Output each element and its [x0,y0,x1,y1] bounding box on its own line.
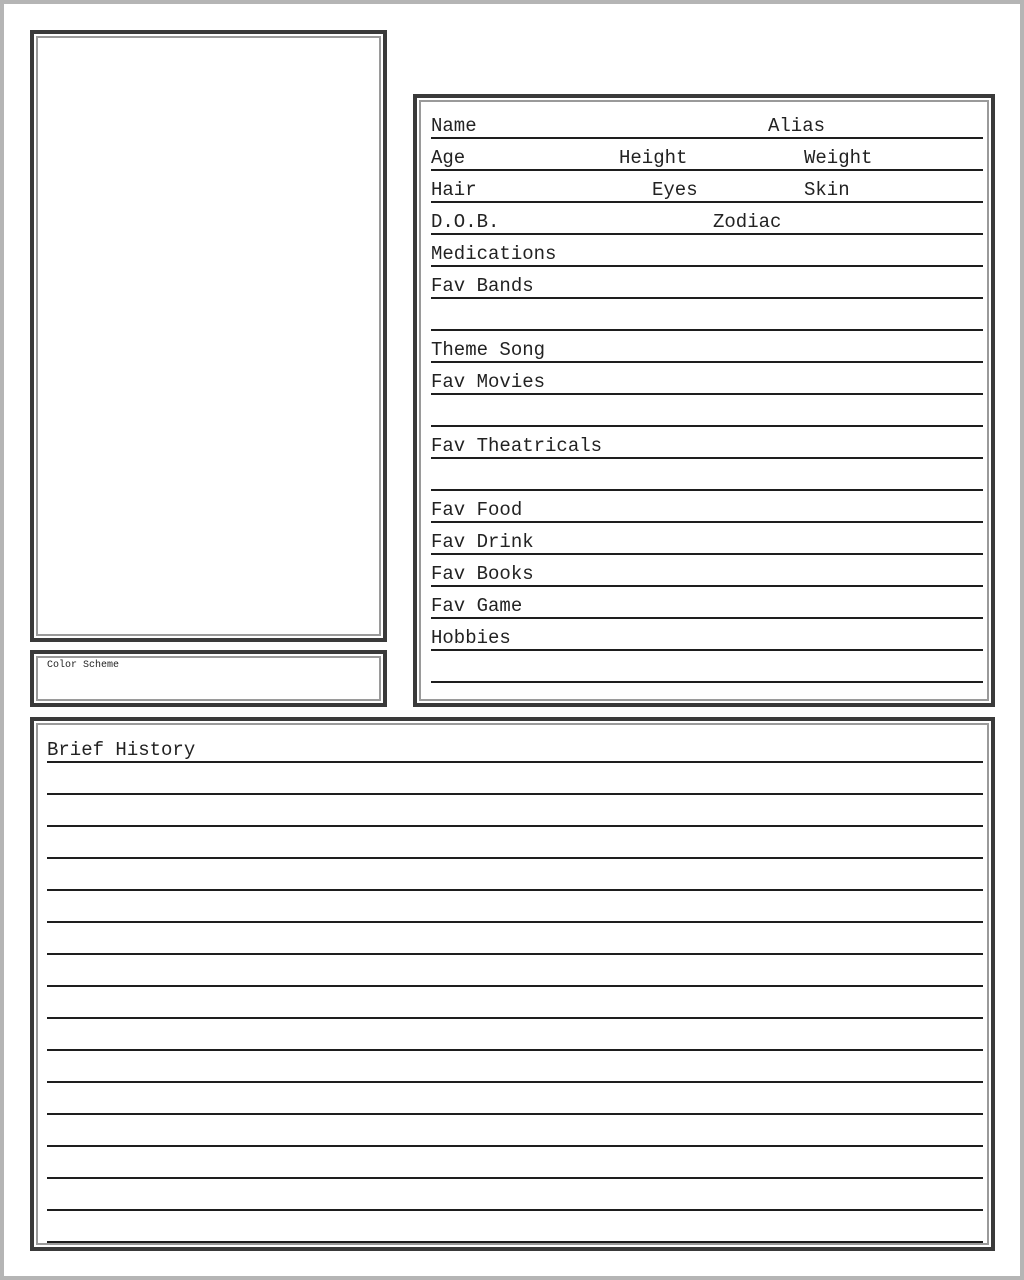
field-label-fav-game: Fav Game [431,595,523,617]
color-scheme-box[interactable] [30,650,387,707]
info-row-fav-drink[interactable] [431,523,983,555]
field-label-height: Height [619,147,688,169]
history-line[interactable] [47,955,983,987]
history-line[interactable] [47,1179,983,1211]
info-row-blank[interactable] [431,299,983,331]
field-label-fav-drink: Fav Drink [431,531,534,553]
info-row-fav-bands[interactable] [431,267,983,299]
field-label-fav-bands: Fav Bands [431,275,534,297]
history-line[interactable] [47,1051,983,1083]
info-row-blank[interactable] [431,395,983,427]
field-label-medications: Medications [431,243,557,265]
info-row-blank[interactable] [431,651,983,683]
field-label-skin: Skin [804,179,850,201]
field-label-fav-books: Fav Books [431,563,534,585]
info-row-dob-zodiac[interactable] [431,203,983,235]
info-row-hair-eyes-skin[interactable] [431,171,983,203]
field-label-weight: Weight [804,147,873,169]
field-label-zodiac: Zodiac [713,211,782,233]
field-label-alias: Alias [768,115,826,137]
color-scheme-label: Color Scheme [47,660,120,671]
info-row-medications[interactable] [431,235,983,267]
info-row-hobbies[interactable] [431,619,983,651]
history-line[interactable] [47,1147,983,1179]
info-row-fav-movies[interactable] [431,363,983,395]
info-row-theme-song[interactable] [431,331,983,363]
history-line[interactable] [47,1083,983,1115]
field-label-eyes: Eyes [652,179,698,201]
character-image-box[interactable] [30,30,387,642]
field-label-hobbies: Hobbies [431,627,511,649]
field-label-age: Age [431,147,466,169]
field-label-fav-food: Fav Food [431,499,523,521]
history-line[interactable] [47,827,983,859]
history-line[interactable] [47,763,983,795]
info-row-fav-game[interactable] [431,587,983,619]
history-line[interactable] [47,923,983,955]
history-line[interactable] [47,795,983,827]
field-label-fav-theatricals: Fav Theatricals [431,435,603,457]
character-info-panel [413,94,995,707]
history-line[interactable] [47,987,983,1019]
history-line[interactable] [47,891,983,923]
field-label-hair: Hair [431,179,477,201]
info-row-fav-food[interactable] [431,491,983,523]
history-line[interactable] [47,1019,983,1051]
history-line[interactable] [47,1115,983,1147]
history-line[interactable] [47,1211,983,1243]
info-row-fav-theatricals[interactable] [431,427,983,459]
field-label-theme-song: Theme Song [431,339,546,361]
history-line[interactable] [47,859,983,891]
info-row-blank[interactable] [431,459,983,491]
field-label-dob: D.O.B. [431,211,500,233]
field-label-name: Name [431,115,477,137]
info-row-name-alias[interactable] [431,107,983,139]
field-label-fav-movies: Fav Movies [431,371,546,393]
history-title: Brief History [47,739,196,761]
brief-history-panel [30,717,995,1251]
info-row-age-height-weight[interactable] [431,139,983,171]
history-title-row[interactable] [47,731,983,763]
info-row-fav-books[interactable] [431,555,983,587]
